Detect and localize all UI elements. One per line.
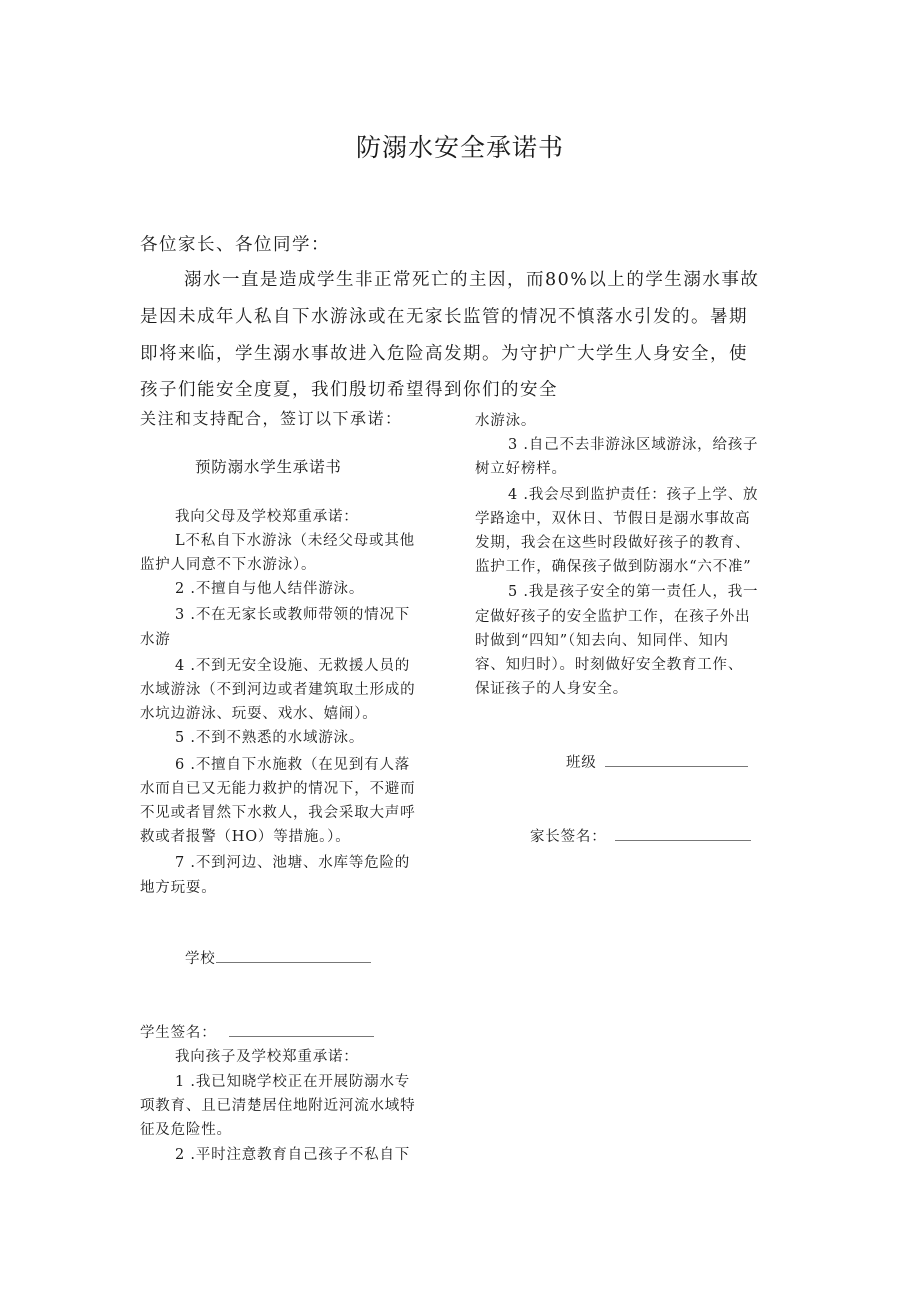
student-pledge-line: 水坑边游泳、玩耍、戏水、嬉闹）。 [140,706,378,722]
student-signature-field[interactable] [140,1021,374,1042]
student-pledge-line: 3 .不在无家长或教师带领的情况下 [175,607,411,623]
parent-pledge-line: 1 .我已知晓学校正在开展防溺水专 [175,1074,411,1090]
class-field[interactable] [566,751,748,772]
pledge-lead: 关注和支持配合，签订以下承诺： [140,409,403,428]
parent-pledge-line: 定做好孩子的安全监护工作，在孩子外出 [475,609,751,625]
student-pledge-line: 监护人同意不下水游泳）。 [140,557,317,573]
student-pledge-line: 2 .不擅自与他人结伴游泳。 [175,581,365,597]
student-pledge-line: 地方玩耍。 [140,880,217,896]
class-underline [605,752,748,767]
parent-pledge-line: 2 .平时注意教育自己孩子不私自下 [175,1147,411,1163]
student-pledge-line: 4 .不到无安全设施、无救援人员的 [175,658,411,674]
student-pledge-heading: 预防溺水学生承诺书 [195,458,342,476]
parent-pledge-line: 容、知归时）。时刻做好安全教育工作、 [475,657,744,673]
student-pledge-line: 水而自已又无能力救护的情况下，不避而 [140,781,416,797]
page-title: 防溺水安全承诺书 [355,133,564,162]
parent-pledge-line: 4 .我会尽到监护责任：孩子上学、放 [508,487,759,503]
student-pledge-line: 7 .不到河边、池塘、水库等危险的 [175,855,411,871]
parent-signature-field[interactable] [530,825,751,846]
student-pledge-line: 水游 [140,632,171,648]
parent-pledge-line: 树立好榜样。 [475,461,567,477]
parent-pledge-intro: 我向孩子及学校郑重承诺： [175,1049,359,1065]
intro-line: 即将来临，学生溺水事故进入危险高发期。为守护广大学生人身安全，使 [140,344,748,364]
parent-pledge-line: 保证孩子的人身安全。 [475,681,628,697]
school-field[interactable] [185,947,371,968]
student-pledge-line: 5 .不到不熟悉的水域游泳。 [175,730,365,746]
intro-line: 孩子们能安全度夏，我们殷切希望得到你们的安全 [140,380,558,400]
parent-pledge-line: 学路途中，双休日、节假日是溺水事故高 [475,511,751,527]
parent-pledge-line: 监护工作，确保孩子做到防溺水“六不准” [475,559,752,575]
intro-line: 溺水一直是造成学生非正常死亡的主因，而80%以上的学生溺水事故 [184,270,760,290]
school-label: 学校 [185,951,216,967]
class-label: 班级 [566,755,597,771]
student-pledge-line: 6 .不擅自下水施救（在见到有人落 [175,757,411,773]
student-pledge-line: 救或者报警（HO）等措施。）。 [140,829,351,845]
school-underline [216,948,371,963]
student-pledge-intro: 我向父母及学校郑重承诺： [175,509,359,525]
parent-pledge-line: 5 .我是孩子安全的第一责任人，我一 [508,584,759,600]
parent-pledge-line: 征及危险性。 [140,1122,232,1138]
parent-signature-label: 家长签名： [530,829,607,845]
intro-line: 是因未成年人私自下水游泳或在无家长监管的情况不慎落水引发的。暑期 [140,307,748,327]
student-pledge-line: L不私自下水游泳（未经父母或其他 [175,533,415,549]
parent-pledge-line: 时做到“四知”（知去向、知同伴、知内 [475,633,729,649]
salutation: 各位家长、各位同学： [140,235,330,255]
student-signature-label: 学生签名： [140,1025,217,1041]
parent-pledge-line: 项教育、且已清楚居住地附近河流水域特 [140,1098,416,1114]
parent-pledge-line: 3 .自己不去非游泳区域游泳，给孩子 [508,437,759,453]
parent-pledge-line: 发期，我会在这些时段做好孩子的教育、 [475,535,751,551]
parent-signature-underline [615,826,751,841]
student-pledge-line: 水域游泳（不到河边或者建筑取土形成的 [140,682,416,698]
student-signature-underline [229,1022,374,1037]
parent-pledge-line: 水游泳。 [475,413,537,429]
student-pledge-line: 不见或者冒然下水救人，我会采取大声呼 [140,805,416,821]
